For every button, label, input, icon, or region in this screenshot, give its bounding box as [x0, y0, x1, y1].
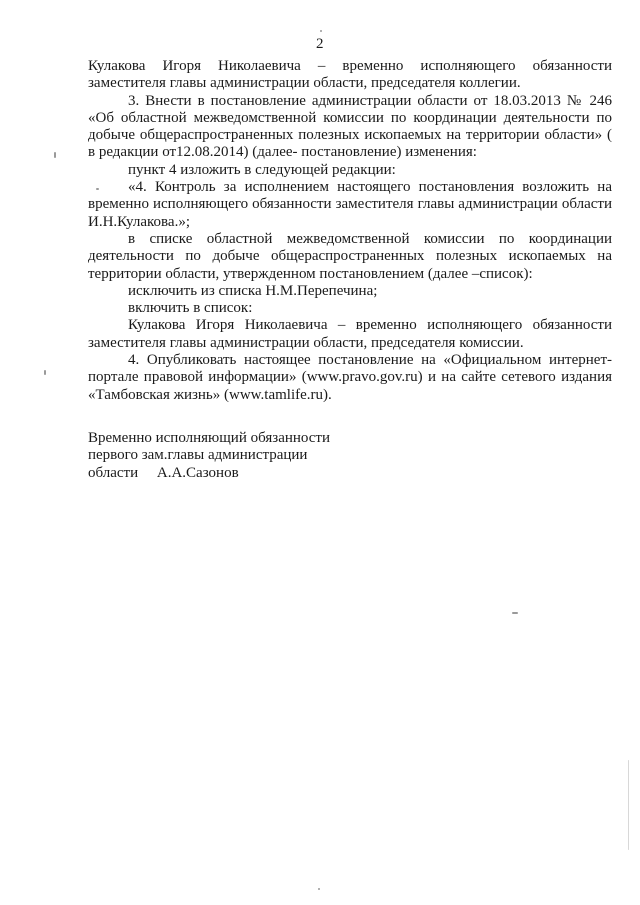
paragraph-include: включить в список:	[128, 300, 253, 317]
paragraph-kulakov-commission: Кулакова Игоря Николаевича – временно исполняющего обязанности заместителя главы администрации области, председателя комиссии.	[88, 317, 612, 351]
scan-speck	[318, 888, 320, 890]
page-number: 2	[316, 36, 324, 52]
paragraph-item-3: 3. Внести в постановление администрации области от 18.03.2013 № 246 «Об областной межведомственной комиссии по координации деятельности по добыче общераспространенных полезных ископаемых на территории области» ( в редакции от12.08.2014) (далее- постановление) изменения:	[88, 92, 612, 161]
scan-speck	[628, 760, 629, 850]
scan-speck	[54, 152, 56, 158]
signature-line-3: области А.А.Сазонов	[88, 464, 239, 481]
paragraph-point-4-intro: пункт 4 изложить в следующей редакции:	[128, 161, 396, 178]
paragraph-kulakov-appointment: Кулакова Игоря Николаевича – временно исполняющего обязанности заместителя главы администрации области, председателя коллегии.	[88, 58, 612, 92]
paragraph-exclude: исключить из списка Н.М.Перепечина;	[128, 282, 378, 299]
paragraph-commission-list: в списке областной межведомственной комиссии по координации деятельности по добыче общераспространенных полезных ископаемых на территории области, утвержденном постановлением (далее –список):	[88, 230, 612, 282]
document-body	[88, 58, 612, 404]
signature-line-1: Временно исполняющий обязанности	[88, 430, 331, 446]
signature-block	[88, 430, 388, 482]
scan-speck	[96, 188, 99, 190]
scan-speck	[320, 30, 322, 32]
paragraph-point-4-text: «4. Контроль за исполнением настоящего постановления возложить на временно исполняющего обязанности заместителя главы администрации области И.Н.Кулакова.»;	[88, 179, 612, 230]
scan-speck	[44, 370, 46, 375]
paragraph-item-4-publish: 4. Опубликовать настоящее постановление на «Официальном интернет-портале правовой информации» (www.pravo.gov.ru) и на сайте сетевого издания «Тамбовская жизнь» (www.tamlife.ru).	[88, 352, 612, 403]
scan-speck	[512, 612, 518, 614]
signature-line-2: первого зам.главы администрации	[88, 447, 308, 464]
